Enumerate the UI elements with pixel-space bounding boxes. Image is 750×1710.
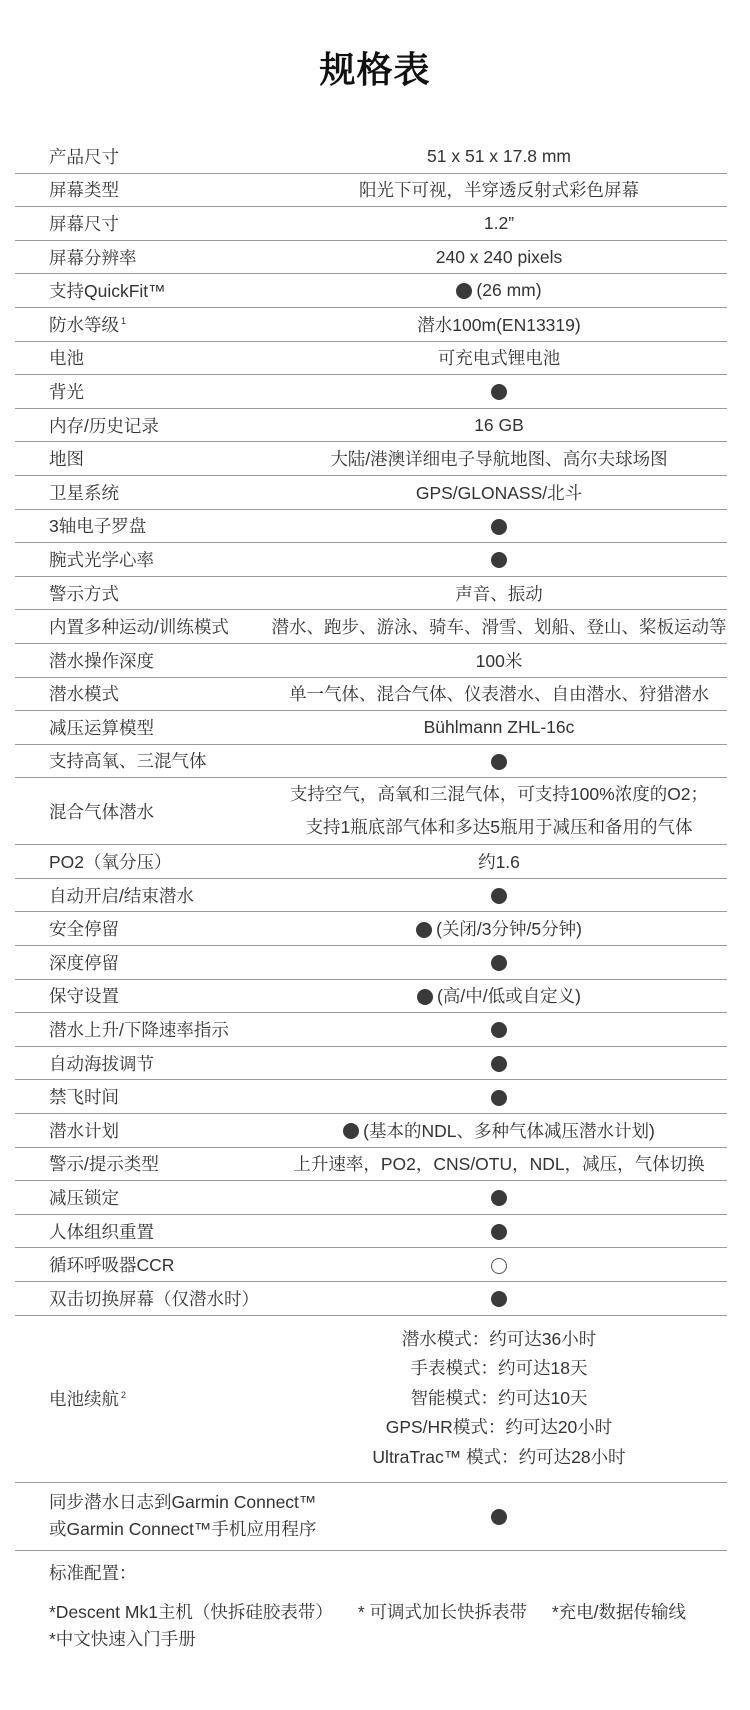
spec-row	[15, 442, 727, 476]
spec-label-text: 保守设置	[49, 986, 119, 1007]
spec-label	[15, 245, 257, 270]
spec-value	[257, 312, 727, 337]
battery-life-line: 潜水模式：约可达36小时	[401, 1328, 597, 1349]
spec-row	[15, 980, 727, 1014]
spec-label-text: 禁飞时间	[49, 1087, 119, 1108]
spec-value-text: 240 x 240 pixels	[435, 246, 563, 267]
spec-label	[15, 983, 257, 1008]
spec-row	[15, 1248, 727, 1282]
spec-value	[257, 1325, 727, 1473]
spec-value-text: 可充电式锂电池	[437, 348, 561, 369]
spec-row	[15, 274, 727, 308]
spec-row	[15, 644, 727, 678]
spec-row	[15, 241, 727, 275]
spec-value-text: 潜水100m(EN13319)	[417, 314, 581, 335]
battery-life-line: 手表模式：约可达18天	[410, 1358, 588, 1379]
spec-label-text: 卫星系统	[49, 482, 119, 503]
spec-row	[15, 745, 727, 779]
spec-row	[15, 1282, 727, 1316]
spec-label-text: 潜水上升/下降速率指示	[49, 1020, 229, 1041]
filled-circle-icon	[491, 384, 507, 400]
spec-value	[257, 1151, 727, 1176]
spec-label-text: 电池	[49, 348, 84, 369]
spec-label	[15, 1185, 257, 1210]
spec-row	[15, 778, 727, 845]
spec-value	[257, 916, 727, 941]
filled-circle-icon	[491, 888, 507, 904]
spec-row	[15, 207, 727, 241]
spec-label-text: 警示/提示类型	[49, 1154, 159, 1175]
page-title: 规格表	[319, 49, 431, 90]
spec-value-text: 100米	[475, 650, 523, 671]
spec-label	[15, 715, 257, 740]
spec-value-text: (高/中/低或自定义)	[437, 986, 581, 1007]
spec-value	[257, 750, 727, 771]
spec-label	[15, 1252, 257, 1277]
spec-row	[15, 845, 727, 879]
spec-label-text: 人体组织重置	[49, 1221, 154, 1242]
spec-value	[257, 1053, 727, 1074]
spec-value	[257, 345, 727, 370]
spec-row	[15, 577, 727, 611]
spec-label	[15, 547, 257, 572]
spec-label	[15, 799, 257, 824]
spec-label	[15, 748, 257, 773]
spec-row	[15, 946, 727, 980]
spec-label	[15, 1118, 257, 1143]
spec-row	[15, 342, 727, 376]
spec-value	[257, 480, 727, 505]
spec-value	[257, 681, 727, 706]
standard-item: *中文快速入门手册	[49, 1629, 196, 1649]
spec-label	[15, 1286, 257, 1311]
spec-label	[15, 480, 257, 505]
spec-label-text: 屏幕分辨率	[49, 247, 137, 268]
spec-label	[15, 513, 257, 538]
spec-value-line: 支持空气，高氧和三混气体，可支持100%浓度的O2；	[289, 784, 709, 805]
spec-value-text: 阳光下可视，半穿透反射式彩色屏幕	[359, 180, 639, 201]
spec-label	[15, 916, 257, 941]
spec-label-text: 电池续航	[49, 1389, 119, 1410]
spec-row	[15, 543, 727, 577]
spec-value	[257, 1118, 727, 1143]
battery-life-line: GPS/HR模式：约可达20小时	[385, 1417, 613, 1438]
spec-label-text: 警示方式	[49, 583, 119, 604]
spec-value	[355, 1506, 727, 1527]
filled-circle-icon	[491, 1022, 507, 1038]
spec-value	[257, 280, 727, 301]
spec-value	[257, 1288, 727, 1309]
spec-label-text: 潜水模式	[49, 684, 119, 705]
spec-value	[257, 778, 727, 844]
spec-row	[15, 912, 727, 946]
spec-label-text: 背光	[49, 381, 84, 402]
spec-label-text: 双击切换屏幕（仅潜水时）	[49, 1288, 259, 1309]
spec-label-text: 屏幕类型	[49, 180, 119, 201]
footnote-marker: 2	[121, 1390, 127, 1401]
spec-label-text: 防水等级	[49, 314, 119, 335]
spec-value	[257, 549, 727, 570]
spec-value-text: 大陆/港澳详细电子导航地图、高尔夫球场图	[330, 449, 668, 470]
spec-value	[257, 983, 727, 1008]
spec-row-battery	[15, 1316, 727, 1483]
standard-config-items	[49, 1599, 729, 1653]
spec-row	[15, 610, 727, 644]
spec-value-text: (基本的NDL、多种气体减压潜水计划)	[363, 1120, 655, 1141]
spec-label	[15, 177, 257, 202]
spec-label-text: 自动海拔调节	[49, 1053, 154, 1074]
spec-label-line: 或Garmin Connect™手机应用程序	[49, 1519, 317, 1540]
standard-item: *充电/数据传输线	[551, 1602, 687, 1622]
spec-value	[257, 247, 727, 268]
spec-label-text: 内置多种运动/训练模式	[49, 617, 229, 638]
spec-row	[15, 375, 727, 409]
spec-label	[15, 950, 257, 975]
filled-circle-icon	[456, 283, 472, 299]
spec-row-sync	[15, 1483, 727, 1551]
spec-value	[257, 614, 727, 639]
spec-label	[15, 446, 257, 471]
spec-row	[15, 1047, 727, 1081]
spec-label	[15, 413, 257, 438]
filled-circle-icon	[343, 1123, 359, 1139]
spec-row	[15, 476, 727, 510]
spec-row	[15, 174, 727, 208]
spec-label	[15, 379, 257, 404]
spec-label-text: 潜水操作深度	[49, 650, 154, 671]
spec-row	[15, 1013, 727, 1047]
spec-row	[15, 1215, 727, 1249]
spec-value-text: 潜水、跑步、游泳、骑车、滑雪、划船、登山、桨板运动等	[271, 617, 727, 638]
spec-value	[257, 415, 727, 436]
spec-value-text: 约1.6	[478, 852, 520, 873]
filled-circle-icon	[491, 1224, 507, 1240]
spec-label-text: 支持高氧、三混气体	[49, 751, 207, 772]
spec-row	[15, 1080, 727, 1114]
footnote-marker: 1	[121, 315, 127, 326]
filled-circle-icon	[491, 519, 507, 535]
battery-life-line: UltraTrac™ 模式：约可达28小时	[372, 1446, 626, 1467]
spec-label	[15, 345, 257, 370]
spec-value-text: 单一气体、混合气体、仪表潜水、自由潜水、狩猎潜水	[289, 684, 709, 705]
standard-config	[49, 1560, 729, 1653]
spec-label-text: 3轴电子罗盘	[49, 516, 147, 537]
filled-circle-icon	[491, 552, 507, 568]
hollow-circle-icon	[491, 1258, 507, 1274]
filled-circle-icon	[491, 1291, 507, 1307]
spec-label-text: 减压运算模型	[49, 717, 154, 738]
spec-value	[257, 177, 727, 202]
spec-label	[15, 1051, 257, 1076]
spec-row	[15, 308, 727, 342]
filled-circle-icon	[491, 754, 507, 770]
spec-value	[257, 952, 727, 973]
spec-table	[15, 140, 727, 1551]
spec-value-text: (26 mm)	[476, 280, 542, 301]
spec-value	[257, 515, 727, 536]
spec-row	[15, 711, 727, 745]
spec-row	[15, 1181, 727, 1215]
spec-label	[15, 1386, 257, 1411]
spec-label	[15, 312, 257, 337]
standard-item: *Descent Mk1主机（快拆硅胶表带）	[49, 1602, 333, 1622]
filled-circle-icon	[491, 1190, 507, 1206]
filled-circle-icon	[491, 1509, 507, 1525]
spec-value-text: 1.2”	[483, 212, 515, 233]
spec-value	[257, 1086, 727, 1107]
spec-label	[15, 278, 257, 303]
spec-label-text: 混合气体潜水	[49, 801, 154, 822]
spec-label	[15, 648, 257, 673]
spec-row	[15, 879, 727, 913]
battery-life-line: 智能模式：约可达10天	[410, 1387, 588, 1408]
spec-label	[15, 681, 257, 706]
spec-label-text: 潜水计划	[49, 1120, 119, 1141]
filled-circle-icon	[491, 1090, 507, 1106]
spec-label-text: 内存/历史记录	[49, 415, 159, 436]
filled-circle-icon	[417, 989, 433, 1005]
spec-label	[15, 1017, 257, 1042]
spec-value	[257, 146, 727, 167]
spec-label	[15, 883, 257, 908]
spec-value-line: 支持1瓶底部气体和多达5瓶用于减压和备用的气体	[305, 817, 693, 838]
spec-value	[257, 849, 727, 874]
standard-item: * 可调式加长快拆表带	[357, 1602, 527, 1622]
spec-value-text: 16 GB	[474, 414, 524, 435]
spec-label	[15, 849, 257, 874]
filled-circle-icon	[491, 1056, 507, 1072]
standard-config-heading: 标准配置：	[49, 1563, 137, 1583]
spec-label-text: 产品尺寸	[49, 146, 119, 167]
spec-label-text: 循环呼吸器CCR	[49, 1255, 175, 1276]
spec-label-text: 腕式光学心率	[49, 549, 154, 570]
spec-row	[15, 140, 727, 174]
spec-value	[257, 446, 727, 471]
spec-value-text: GPS/GLONASS/北斗	[415, 482, 583, 503]
spec-value-text: 声音、振动	[455, 583, 543, 604]
spec-row	[15, 1148, 727, 1182]
spec-row	[15, 409, 727, 443]
filled-circle-icon	[416, 922, 432, 938]
spec-label-text: 支持QuickFit™	[49, 281, 166, 302]
spec-label-line: 同步潜水日志到Garmin Connect™	[49, 1492, 317, 1513]
spec-value	[257, 885, 727, 906]
spec-value	[257, 1187, 727, 1208]
spec-label	[15, 144, 257, 169]
spec-label-text: 深度停留	[49, 952, 119, 973]
spec-value	[257, 648, 727, 673]
spec-value-text: 51 x 51 x 17.8 mm	[427, 145, 571, 166]
spec-label-text: 安全停留	[49, 919, 119, 940]
spec-row	[15, 1114, 727, 1148]
spec-value	[257, 581, 727, 606]
spec-value-text: 上升速率，PO2，CNS/OTU，NDL，减压，气体切换	[293, 1154, 705, 1175]
spec-label	[15, 1084, 257, 1109]
spec-value-text: (关闭/3分钟/5分钟)	[436, 919, 582, 940]
spec-value-text: Bühlmann ZHL-16c	[423, 716, 575, 737]
filled-circle-icon	[491, 955, 507, 971]
spec-label	[15, 581, 257, 606]
spec-label	[15, 1219, 257, 1244]
spec-value	[257, 1221, 727, 1242]
spec-label-text: 屏幕尺寸	[49, 213, 119, 234]
spec-label-text: 自动开启/结束潜水	[49, 885, 194, 906]
spec-label	[15, 1151, 257, 1176]
spec-label	[15, 211, 257, 236]
spec-value	[257, 213, 727, 234]
spec-label	[15, 614, 257, 639]
spec-value	[257, 381, 727, 402]
spec-label-text: 减压锁定	[49, 1188, 119, 1209]
spec-value	[257, 717, 727, 738]
spec-value	[257, 1019, 727, 1040]
spec-value	[257, 1254, 727, 1275]
spec-row	[15, 510, 727, 544]
spec-label-text: 地图	[49, 449, 84, 470]
spec-row	[15, 678, 727, 712]
spec-label	[15, 1489, 355, 1543]
spec-label-text: PO2（氧分压）	[49, 852, 172, 873]
